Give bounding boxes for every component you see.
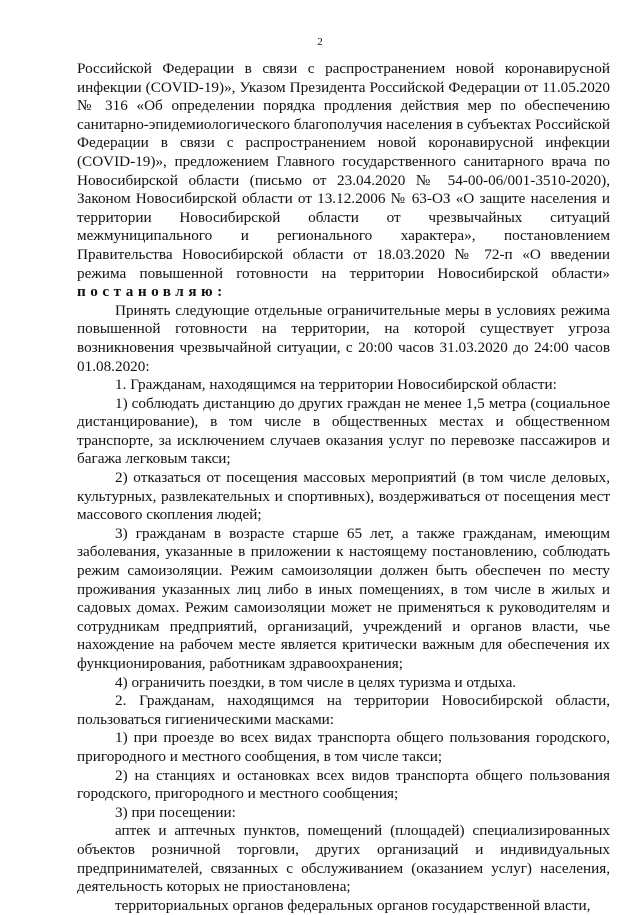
paragraph: Принять следующие отдельные ограничительные меры в условиях режима повышенной готовности на территории, на которой существует угроза возникновения чрезвычайной ситуации, с 20:00 часов 31.03.2020 до 24:00 часов 01.08.2020: bbox=[77, 301, 610, 375]
paragraph: 2) на станциях и остановках всех видов транспорта общего пользования городского, пригородного и местного сообщения; bbox=[77, 766, 610, 803]
paragraph: территориальных органов федеральных органов государственной власти, bbox=[115, 896, 591, 914]
paragraph: 4) ограничить поездки, в том числе в целях туризма и отдыха. bbox=[115, 673, 517, 691]
paragraph: 3) при посещении: bbox=[115, 803, 236, 821]
paragraph: 1) соблюдать дистанцию до других граждан не менее 1,5 метра (социальное дистанцирование), в том числе в общественных местах и общественном транспорте, за исключением случаев оказания услуг по перевозке пассажиров и багажа легковым такси; bbox=[77, 394, 610, 468]
paragraph: 2) отказаться от посещения массовых мероприятий (в том числе деловых, культурных, развлекательных и спортивных), воздерживаться от посещения мест массового скопления людей; bbox=[77, 469, 610, 524]
resolution-word: постановляю: bbox=[77, 283, 227, 301]
paragraph: 2. Гражданам, находящимся на территории Новосибирской области, пользоваться гигиеническими масками: bbox=[77, 692, 610, 728]
preamble-text: Российской Федерации в связи с распространением новой коронавирусной инфекции (COVID-19)», Указом Президента Российской Федерации от 11.05.2020 № 316 «Об определении порядка продления действия мер по обеспечению санитарно-эпидемиологического благополучия населения в субъектах Российской Федерации в связи с распространением новой коронавирусной инфекции (COVID-19)», предложением Главного государственного санитарного врача по Новосибирской области (письмо от 23.04.2020 № 54-00-06/001-3510-2020), Законом Новосибирской области от 13.12.2006 № 63-ОЗ «О защите населения и территории Новосибирской области от чрезвычайных ситуаций межмуниципального и регионального характера», постановлением Правительства Новосибирской области от 18.03.2020 № 72-п «О введении режима повышенной готовности на территории Новосибирской области» bbox=[77, 60, 610, 282]
paragraph-preamble bbox=[77, 60, 610, 302]
document-body bbox=[77, 60, 610, 915]
page-number: 2 bbox=[317, 36, 323, 48]
paragraph: 1. Гражданам, находящимся на территории Новосибирской области: bbox=[115, 376, 557, 394]
paragraph: 1) при проезде во всех видах транспорта общего пользования городского, пригородного и местного сообщения, в том числе такси; bbox=[77, 729, 610, 765]
paragraph: 3) гражданам в возрасте старше 65 лет, а также гражданам, имеющим заболевания, указанные в приложении к настоящему постановлению, соблюдать режим самоизоляции. Режим самоизоляции должен быть обеспечен по месту проживания указанных лиц либо в иных помещениях, в том числе в жилых и садовых домах. Режим самоизоляции может не применяться к руководителям и сотрудникам предприятий, организаций, учреждений и органов власти, чье нахождение на рабочем месте является критически важным для обеспечения их функционирования, работникам здравоохранения; bbox=[77, 524, 610, 672]
paragraph: аптек и аптечных пунктов, помещений (площадей) специализированных объектов розничной торговли, других организаций и индивидуальных предпринимателей, связанных с обслуживанием (оказанием услуг) населения, деятельность которых не приостановлена; bbox=[77, 822, 610, 896]
